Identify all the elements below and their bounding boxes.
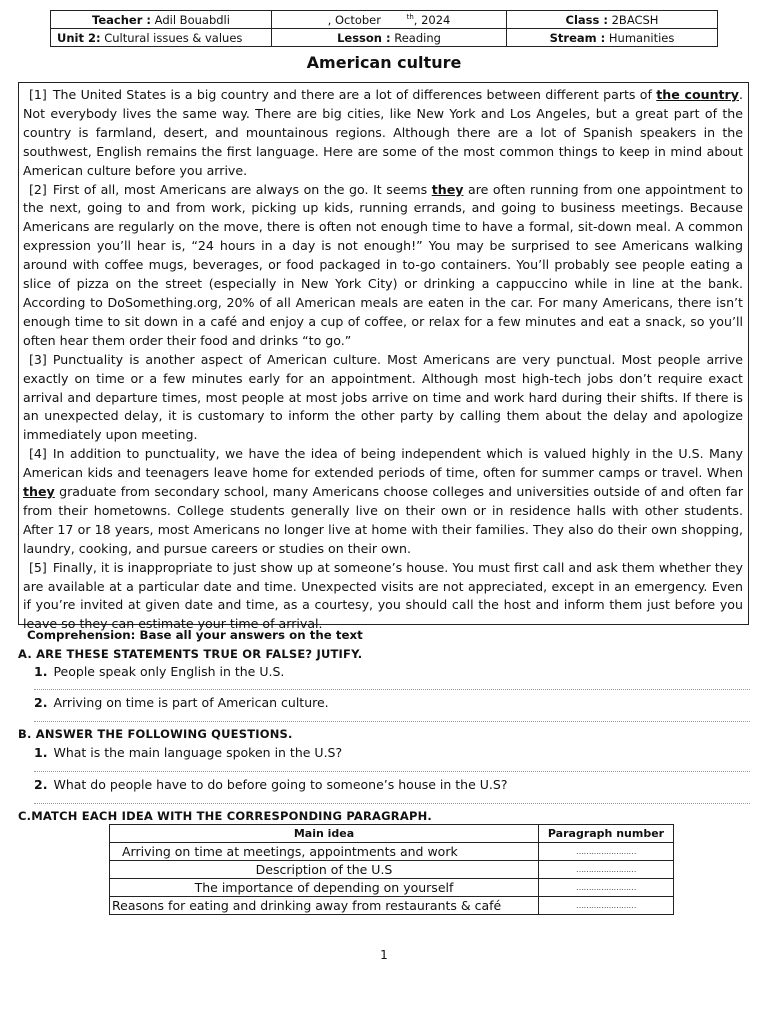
lesson-value: Reading <box>394 30 441 45</box>
table-row <box>110 879 674 897</box>
table-row <box>110 843 674 861</box>
header-table <box>50 10 718 47</box>
section-b-heading: B. ANSWER THE FOLLOWING QUESTIONS. <box>18 727 293 741</box>
paragraph-1 <box>23 86 743 181</box>
date-month: , October <box>327 12 381 27</box>
stream-value: Humanities <box>608 30 675 45</box>
main-idea-cell: Reasons for eating and drinking away from restaurants & café <box>110 897 539 915</box>
teacher-name: Adil Bouabdli <box>154 12 230 27</box>
question-text: Arriving on time is part of American culture. <box>53 695 329 710</box>
paragraph-text: In addition to punctuality, we have the idea of being independent which is valued highly in the U.S. Many American kids and teenagers leave home for extended periods of time, often for summer camps or travel. When <box>23 446 743 481</box>
match-table <box>109 824 674 915</box>
paragraph-5 <box>23 559 743 635</box>
main-idea-cell: Arriving on time at meetings, appointments and work <box>110 843 539 861</box>
reading-text-box <box>18 82 749 632</box>
teacher-label: Teacher : <box>92 12 152 27</box>
main-idea-cell: Description of the U.S <box>110 861 539 879</box>
statement-1 <box>34 664 284 679</box>
class-cell <box>507 11 718 29</box>
paragraph-number: [2] <box>29 181 47 197</box>
question-number: 1. <box>34 664 48 679</box>
question-2 <box>34 777 507 792</box>
unit-cell <box>51 29 272 47</box>
date-suffix: th <box>406 12 414 21</box>
class-label: Class : <box>565 12 608 27</box>
underlined-reference: they <box>431 181 464 197</box>
date-year: , 2024 <box>413 12 451 27</box>
paragraph-text: Finally, it is inappropriate to just show up at someone’s house. You must first call and ask them whether they are available at a particular date and time. Unexpected visits are not appreciated, except in an emergency. Even if you’re invited at given date and time, as a courtesy, you should call the host and inform them just before you leave so they can estimate your time of arrival. <box>23 559 743 632</box>
section-c-heading: C.MATCH EACH IDEA WITH THE CORRESPONDING PARAGRAPH. <box>18 809 432 823</box>
paragraph-answer-blank[interactable]: …………………… <box>539 879 674 897</box>
unit-value: Cultural issues & values <box>104 30 243 45</box>
paragraph-text: graduate from secondary school, many Americans choose colleges and universities outside of and often far from their hometowns. College students generally live on their own or in residence halls with other students. After 17 or 18 years, most Americans no longer live at home with their families. They also do their own shopping, laundry, cooking, and pursue careers or studies on their own. <box>23 484 743 556</box>
paragraph-answer-blank[interactable]: …………………… <box>539 843 674 861</box>
teacher-cell <box>51 11 272 29</box>
comprehension-heading: Comprehension: Base all your answers on the text <box>27 628 363 642</box>
page-number: 1 <box>380 948 388 962</box>
underlined-reference: they <box>23 484 55 500</box>
paragraph-text: are often running from one appointment to the next, going to and from work, picking up kids, running errands, and going to business meetings. Because Americans are regularly on the move, there is often not enough time to have a formal, sit-down meal. A common expression you’ll hear is, “24 hours in a day is not enough!” You may be surprised to see Americans walking around with coffee mugs, beverages, or food packaged in to-go containers. You’ll probably see people eating a slice of pizza on the street (especially in New York City) or drinking a cappuccino while in line at the bank. According to DoSomething.org, 20% of all American meals are eaten in the car. For many Americans, there isn’t enough time to sit down in a café and enjoy a cup of coffee, or relax for a few minutes and eat a snack, so you’ll often hear them order their food and drinks “to go.” <box>23 181 743 348</box>
lesson-cell <box>272 29 507 47</box>
paragraph-number: [5] <box>29 559 47 575</box>
question-number: 1. <box>34 745 48 760</box>
paragraph-2 <box>23 181 743 351</box>
paragraph-text: . Not everybody lives the same way. There are big cities, like New York and Los Angeles, but a great part of the country is farmland, desert, and mountainous regions. Although there are a lot of Spanish speakers in the southwest, English remains the first language. Here are some of the most common things to keep in mind about American culture before you arrive. <box>23 87 743 178</box>
stream-cell <box>507 29 718 47</box>
class-value: 2BACSH <box>611 12 659 27</box>
table-row <box>110 897 674 915</box>
answer-line-b2[interactable] <box>34 803 750 804</box>
answer-line-b1[interactable] <box>34 771 750 772</box>
question-text: What is the main language spoken in the U.S? <box>53 745 343 760</box>
date-cell <box>272 11 507 29</box>
paragraph-answer-blank[interactable]: …………………… <box>539 861 674 879</box>
paragraph-text: First of all, most Americans are always on the go. It seems <box>52 181 432 197</box>
main-idea-cell: The importance of depending on yourself <box>110 879 539 897</box>
paragraph-4 <box>23 445 743 558</box>
underlined-reference: the country <box>656 87 739 102</box>
unit-label: Unit 2: <box>57 30 101 45</box>
paragraph-text: The United States is a big country and there are a lot of differences between different parts of <box>52 87 657 102</box>
answer-line-a1[interactable] <box>34 689 750 690</box>
statement-2 <box>34 695 329 710</box>
main-idea-header: Main idea <box>110 825 539 843</box>
paragraph-number: [3] <box>29 351 47 367</box>
paragraph-number: [4] <box>29 446 47 462</box>
paragraph-number-header: Paragraph number <box>539 825 674 843</box>
question-text: People speak only English in the U.S. <box>53 664 285 679</box>
paragraph-text: Punctuality is another aspect of American culture. Most Americans are very punctual. Most people arrive exactly on time or a few minutes early for an appointment. Although most high-tech jobs don’t require exact arrival and departure times, most people at most jobs arrive on time and work hard during their shifts. If there is an unexpected delay, it is customary to inform the other party by calling them about the delay and apologize immediately upon meeting. <box>23 351 743 443</box>
question-number: 2. <box>34 777 48 792</box>
answer-line-a2[interactable] <box>34 721 750 722</box>
table-row <box>110 861 674 879</box>
section-a-heading: A. ARE THESE STATEMENTS TRUE OR FALSE? JUTIFY. <box>18 647 363 661</box>
stream-label: Stream : <box>549 30 606 45</box>
question-number: 2. <box>34 695 48 710</box>
paragraph-number: [1] <box>29 87 47 102</box>
lesson-label: Lesson : <box>337 30 391 45</box>
paragraph-3 <box>23 351 743 446</box>
paragraph-answer-blank[interactable]: …………………… <box>539 897 674 915</box>
question-1 <box>34 745 342 760</box>
question-text: What do people have to do before going to someone’s house in the U.S? <box>53 777 508 792</box>
page-title: American culture <box>306 53 462 72</box>
